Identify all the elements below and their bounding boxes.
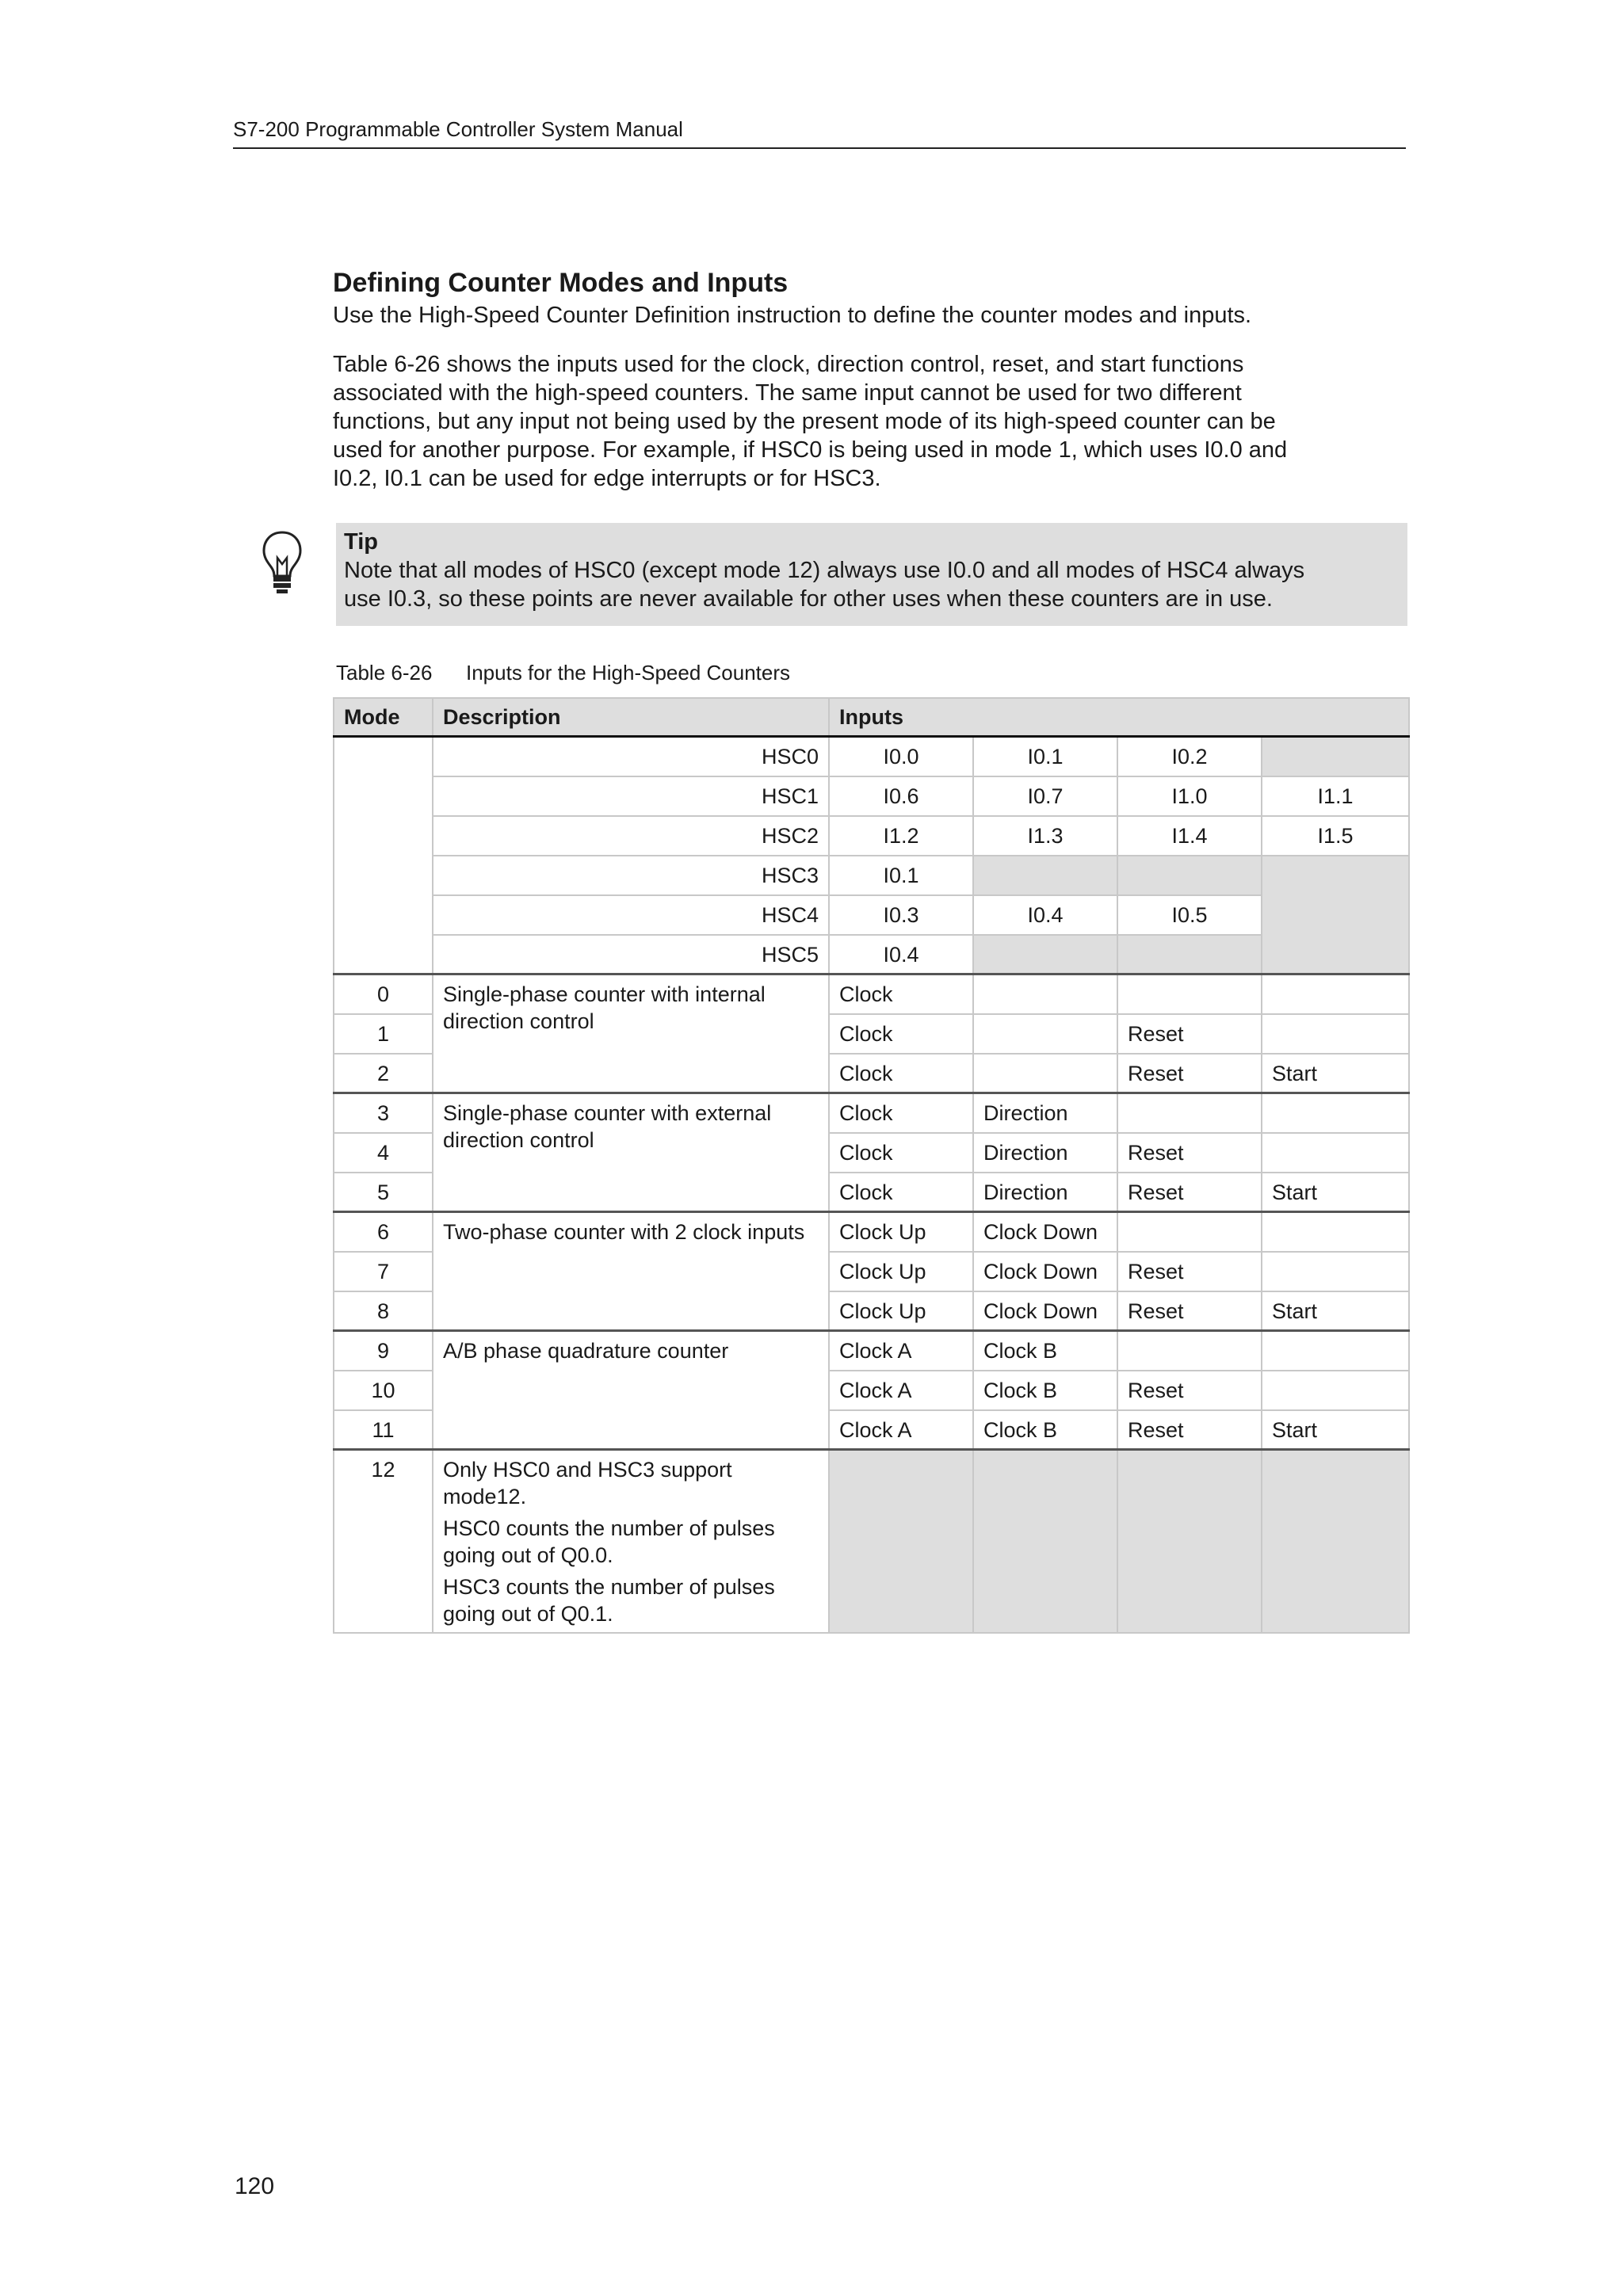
table-row [334,1331,1409,1371]
table-row [334,1093,1409,1133]
mode-cell: 4 [334,1133,433,1173]
input-cell: Reset [1117,1054,1262,1093]
unused-input-cell [829,1450,973,1634]
input-cell: Clock B [973,1371,1117,1410]
input-cell: I1.5 [1262,816,1409,856]
mode-cell: 3 [334,1093,433,1133]
input-cell: Reset [1117,1410,1262,1450]
section-title: Defining Counter Modes and Inputs [333,268,789,298]
input-cell: I0.4 [829,935,973,974]
input-cell: I0.0 [829,737,973,776]
input-cell: Clock A [829,1331,973,1371]
input-cell: I1.0 [1117,776,1262,816]
input-cell: Direction [973,1133,1117,1173]
input-cell: Reset [1117,1133,1262,1173]
input-cell: Clock B [973,1410,1117,1450]
tip-text [344,556,1401,613]
input-cell: I0.4 [973,895,1117,935]
unused-input-cell [1262,1450,1409,1634]
mode-cell: 5 [334,1173,433,1212]
header-description: Description [433,698,829,737]
input-cell: Direction [973,1093,1117,1133]
input-cell: I0.3 [829,895,973,935]
input-cell: Start [1262,1054,1409,1093]
mode-description: Two-phase counter with 2 clock inputs [433,1212,829,1331]
input-cell [1117,1331,1262,1371]
input-cell: Reset [1117,1173,1262,1212]
input-cell: Clock B [973,1331,1117,1371]
input-cell: Clock Up [829,1212,973,1252]
input-cell: Clock Down [973,1212,1117,1252]
input-cell [1117,1212,1262,1252]
mode-cell: 12 [334,1450,433,1634]
mode-cell: 8 [334,1291,433,1331]
unused-input-cell [1262,856,1409,974]
table-row [334,974,1409,1014]
mode-description: Only HSC0 and HSC3 support mode12. HSC0 counts the number of pulses going out of Q0.0. HSC3 counts the number of pulses going out of Q0.1. [433,1450,829,1634]
input-cell [1262,1252,1409,1291]
input-cell [1262,1133,1409,1173]
lightbulb-icon [260,529,304,596]
table-row [334,856,1409,895]
table-row [334,895,1409,935]
counter-name: HSC1 [433,776,829,816]
table-row [334,816,1409,856]
table-row [334,935,1409,974]
empty-mode-cell [334,737,433,974]
header-mode: Mode [334,698,433,737]
mode-cell: 9 [334,1331,433,1371]
mode-description: Single-phase counter with external direction control [433,1093,829,1212]
input-cell [1262,1331,1409,1371]
input-cell: I0.2 [1117,737,1262,776]
input-cell [973,1054,1117,1093]
input-cell: Clock [829,974,973,1014]
mode-description: A/B phase quadrature counter [433,1331,829,1450]
input-cell: I0.7 [973,776,1117,816]
table-caption-number: Table 6-26 [336,661,433,685]
table-row [334,737,1409,776]
table-row [334,776,1409,816]
input-cell: I0.5 [1117,895,1262,935]
body-paragraph [333,350,1407,493]
body-line: functions, but any input not being used by the present mode of its high-speed counter can be [333,409,1276,434]
mode-cell: 0 [334,974,433,1014]
input-cell: Reset [1117,1291,1262,1331]
input-cell: Start [1262,1173,1409,1212]
page-number: 120 [235,2173,275,2199]
input-cell: Clock [829,1093,973,1133]
table-caption [336,659,790,686]
running-header: S7-200 Programmable Controller System Manual [233,117,683,141]
unused-input-cell [1117,935,1262,974]
input-cell: I1.1 [1262,776,1409,816]
table-row [334,1212,1409,1252]
input-cell: I0.1 [829,856,973,895]
input-cell: I0.1 [973,737,1117,776]
counter-name: HSC2 [433,816,829,856]
input-cell [1262,1014,1409,1054]
input-cell: Clock Up [829,1291,973,1331]
input-cell [1262,1371,1409,1410]
counter-name: HSC5 [433,935,829,974]
mode-cell: 2 [334,1054,433,1093]
intro-paragraph: Use the High-Speed Counter Definition instruction to define the counter modes and inputs. [333,303,1252,328]
table-row [334,1450,1409,1634]
tip-line: use I0.3, so these points are never available for other uses when these counters are in use. [344,586,1273,612]
mode-cell: 7 [334,1252,433,1291]
input-cell: Clock [829,1133,973,1173]
input-cell: Reset [1117,1371,1262,1410]
mode-cell: 1 [334,1014,433,1054]
body-line: Table 6-26 shows the inputs used for the clock, direction control, reset, and start functions [333,352,1244,377]
input-cell: Direction [973,1173,1117,1212]
unused-input-cell [1117,856,1262,895]
hsc-inputs-table [333,697,1410,1634]
unused-input-cell [973,935,1117,974]
input-cell: I0.6 [829,776,973,816]
input-cell: Clock Up [829,1252,973,1291]
input-cell: I1.2 [829,816,973,856]
body-line: I0.2, I0.1 can be used for edge interrupts or for HSC3. [333,466,881,491]
unused-input-cell [1262,737,1409,776]
tip-title: Tip [344,529,378,555]
input-cell [1117,974,1262,1014]
section-content [333,266,1407,493]
input-cell [973,974,1117,1014]
input-cell: Clock [829,1054,973,1093]
mode-description: Single-phase counter with internal direction control [433,974,829,1093]
input-cell: Reset [1117,1014,1262,1054]
input-cell: Clock [829,1173,973,1212]
input-cell: Clock A [829,1371,973,1410]
header-inputs: Inputs [829,698,1409,737]
tip-line: Note that all modes of HSC0 (except mode 12) always use I0.0 and all modes of HSC4 always [344,558,1305,583]
unused-input-cell [973,856,1117,895]
input-cell: Start [1262,1410,1409,1450]
input-cell: Clock Down [973,1252,1117,1291]
tip-box [336,523,1407,626]
input-cell: Clock [829,1014,973,1054]
counter-name: HSC0 [433,737,829,776]
input-cell [973,1014,1117,1054]
input-cell [1262,974,1409,1014]
input-cell: Clock A [829,1410,973,1450]
table-caption-title: Inputs for the High-Speed Counters [466,661,791,685]
input-cell [1262,1212,1409,1252]
input-cell: Reset [1117,1252,1262,1291]
mode-cell: 6 [334,1212,433,1252]
input-cell: I1.3 [973,816,1117,856]
header-rule [233,147,1406,149]
mode-cell: 11 [334,1410,433,1450]
body-line: used for another purpose. For example, if HSC0 is being used in mode 1, which uses I0.0 and [333,437,1288,463]
unused-input-cell [1117,1450,1262,1634]
body-line: associated with the high-speed counters. The same input cannot be used for two different [333,380,1242,406]
mode-cell: 10 [334,1371,433,1410]
input-cell [1262,1093,1409,1133]
unused-input-cell [973,1450,1117,1634]
input-cell: Clock Down [973,1291,1117,1331]
input-cell: Start [1262,1291,1409,1331]
input-cell [1117,1093,1262,1133]
counter-name: HSC3 [433,856,829,895]
input-cell: I1.4 [1117,816,1262,856]
table-header-row [334,698,1409,737]
counter-name: HSC4 [433,895,829,935]
